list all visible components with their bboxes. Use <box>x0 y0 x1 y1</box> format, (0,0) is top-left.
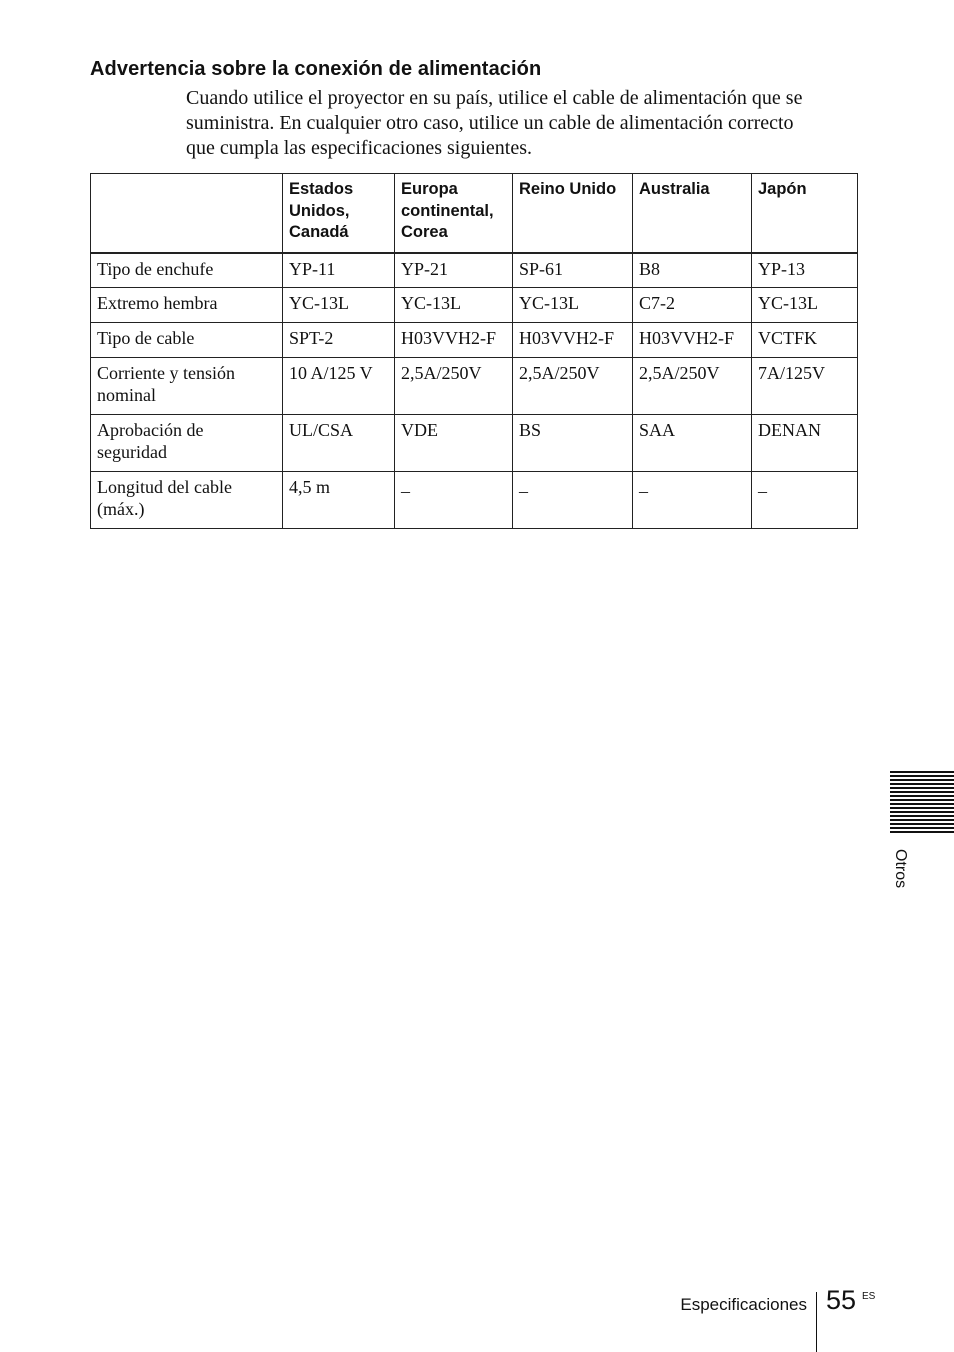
table-cell: 4,5 m <box>283 472 395 529</box>
table-cell: 2,5A/250V <box>513 358 633 415</box>
table-cell: VDE <box>395 415 513 472</box>
table-cell: 10 A/125 V <box>283 358 395 415</box>
column-header-us-canada <box>283 174 395 253</box>
header-empty-cell <box>91 174 283 253</box>
table-header-row <box>91 174 858 253</box>
row-label <box>91 358 283 415</box>
header-line: Australia <box>639 180 710 198</box>
table-cell: UL/CSA <box>283 415 395 472</box>
intro-line: suministra. En cualquier otro caso, utilice un cable de alimentación correcto <box>186 112 794 134</box>
section-tab-label: Otros <box>892 849 909 889</box>
row-label-line: nominal <box>97 385 156 405</box>
table-cell: YC-13L <box>283 288 395 323</box>
table-cell: – <box>395 472 513 529</box>
row-label-line: (máx.) <box>97 499 145 519</box>
table-cell: H03VVH2-F <box>395 323 513 358</box>
section-heading: Advertencia sobre la conexión de alimentación <box>90 58 542 80</box>
page-language-code: ES <box>862 1291 876 1302</box>
table-cell: SP-61 <box>513 253 633 288</box>
footer-section-name: Especificaciones <box>680 1295 807 1314</box>
row-label-line: Aprobación de <box>97 420 204 440</box>
table-row <box>91 415 858 472</box>
table-cell: DENAN <box>752 415 858 472</box>
table-row <box>91 323 858 358</box>
section-tab-bars <box>890 771 954 835</box>
table-row <box>91 358 858 415</box>
header-line: Reino Unido <box>519 180 617 198</box>
row-label: Tipo de enchufe <box>91 253 283 288</box>
column-header-australia <box>633 174 752 253</box>
table-cell: YP-11 <box>283 253 395 288</box>
table-cell: 2,5A/250V <box>633 358 752 415</box>
table-cell: – <box>752 472 858 529</box>
row-label <box>91 472 283 529</box>
table-cell: YC-13L <box>752 288 858 323</box>
row-label-line: Corriente y tensión <box>97 363 235 383</box>
intro-paragraph <box>186 86 876 161</box>
table-cell: – <box>513 472 633 529</box>
table-cell: H03VVH2-F <box>633 323 752 358</box>
table-cell: – <box>633 472 752 529</box>
table-cell: YC-13L <box>395 288 513 323</box>
table-row <box>91 472 858 529</box>
table-row <box>91 253 858 288</box>
header-line: continental, <box>401 201 494 220</box>
row-label <box>91 415 283 472</box>
header-line: Estados <box>289 180 354 198</box>
header-line: Canadá <box>289 223 349 241</box>
header-line: Unidos, <box>289 201 350 220</box>
table-cell: H03VVH2-F <box>513 323 633 358</box>
header-line: Europa <box>401 180 458 198</box>
table-cell: 2,5A/250V <box>395 358 513 415</box>
intro-line: que cumpla las especificaciones siguientes. <box>186 137 532 159</box>
table-cell: YC-13L <box>513 288 633 323</box>
row-label-line: Longitud del cable <box>97 477 232 497</box>
header-line: Japón <box>758 180 807 198</box>
footer-divider <box>816 1292 817 1352</box>
page-number: 55 <box>826 1285 857 1315</box>
row-label: Extremo hembra <box>91 288 283 323</box>
power-cord-spec-table <box>90 173 858 529</box>
table-cell: YP-13 <box>752 253 858 288</box>
header-line: Corea <box>401 223 448 241</box>
table-cell: C7-2 <box>633 288 752 323</box>
column-header-uk <box>513 174 633 253</box>
table-cell: BS <box>513 415 633 472</box>
table-cell: 7A/125V <box>752 358 858 415</box>
table-row <box>91 288 858 323</box>
table-cell: B8 <box>633 253 752 288</box>
intro-line: Cuando utilice el proyector en su país, utilice el cable de alimentación que se <box>186 87 803 109</box>
table-cell: SAA <box>633 415 752 472</box>
row-label-line: seguridad <box>97 442 167 462</box>
row-label: Tipo de cable <box>91 323 283 358</box>
table-cell: SPT-2 <box>283 323 395 358</box>
table-cell: YP-21 <box>395 253 513 288</box>
column-header-japan <box>752 174 858 253</box>
table-cell: VCTFK <box>752 323 858 358</box>
column-header-europe-korea <box>395 174 513 253</box>
